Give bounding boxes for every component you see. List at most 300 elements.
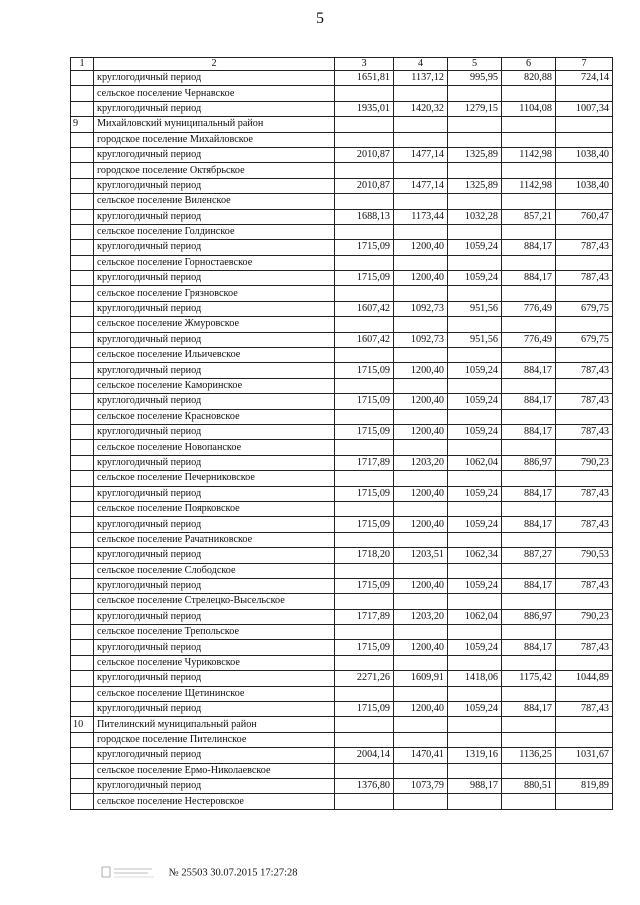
tariff-value: 1715,09 (335, 702, 394, 717)
tariff-value (502, 194, 556, 209)
tariff-value: 1325,89 (448, 178, 502, 193)
tariff-value (556, 686, 613, 701)
table-row (71, 532, 613, 547)
tariff-value: 787,43 (556, 363, 613, 378)
tariff-value: 787,43 (556, 424, 613, 439)
tariff-value: 1092,73 (394, 301, 448, 316)
tariff-value: 679,75 (556, 301, 613, 316)
row-index: 9 (71, 117, 94, 132)
tariff-value (556, 348, 613, 363)
table-row (71, 625, 613, 640)
tariff-value (502, 563, 556, 578)
row-label: круглогодичный период (94, 147, 335, 162)
tariff-value (394, 132, 448, 147)
tariff-value: 1059,24 (448, 702, 502, 717)
tariff-value (335, 409, 394, 424)
tariff-value: 787,43 (556, 517, 613, 532)
tariff-value: 1203,51 (394, 548, 448, 563)
row-label: городское поселение Октябрьское (94, 163, 335, 178)
tariff-value (448, 594, 502, 609)
document-stamp (100, 864, 298, 882)
tariff-value: 1142,98 (502, 147, 556, 162)
tariff-value (556, 224, 613, 239)
tariff-value: 819,89 (556, 778, 613, 793)
tariff-value (448, 255, 502, 270)
tariff-value (448, 163, 502, 178)
tariff-value: 1059,24 (448, 486, 502, 501)
row-index (71, 609, 94, 624)
row-label: круглогодичный период (94, 332, 335, 347)
row-index (71, 640, 94, 655)
row-label: круглогодичный период (94, 209, 335, 224)
tariff-value (394, 317, 448, 332)
tariff-value: 679,75 (556, 332, 613, 347)
tariff-value (335, 532, 394, 547)
row-label: круглогодичный период (94, 178, 335, 193)
tariff-value (502, 255, 556, 270)
tariff-value: 1715,09 (335, 240, 394, 255)
row-label: круглогодичный период (94, 424, 335, 439)
tariff-value: 1715,09 (335, 486, 394, 501)
column-number-2: 2 (94, 58, 335, 71)
tariff-value (556, 378, 613, 393)
row-label: сельское поселение Щетининское (94, 686, 335, 701)
row-label: сельское поселение Печерниковское (94, 471, 335, 486)
tariff-value: 787,43 (556, 240, 613, 255)
row-label: сельское поселение Трепольское (94, 625, 335, 640)
tariff-value (335, 471, 394, 486)
row-label: круглогодичный период (94, 486, 335, 501)
tariff-value: 884,17 (502, 271, 556, 286)
table-row (71, 101, 613, 116)
tariff-value (448, 440, 502, 455)
tariff-value (448, 224, 502, 239)
tariff-value (394, 86, 448, 101)
tariff-value (448, 409, 502, 424)
row-label: круглогодичный период (94, 240, 335, 255)
tariff-value (502, 717, 556, 732)
tariff-value (556, 532, 613, 547)
tariff-value (335, 717, 394, 732)
row-label: круглогодичный период (94, 748, 335, 763)
tariff-value (448, 501, 502, 516)
tariff-value (335, 625, 394, 640)
row-label: сельское поселение Голдинское (94, 224, 335, 239)
table-row (71, 424, 613, 439)
tariff-value (394, 378, 448, 393)
tariff-value: 1073,79 (394, 778, 448, 793)
tariff-value (448, 194, 502, 209)
table-row (71, 255, 613, 270)
tariff-value (502, 625, 556, 640)
tariff-value: 1607,42 (335, 332, 394, 347)
row-index (71, 625, 94, 640)
row-label: круглогодичный период (94, 778, 335, 793)
table-row (71, 378, 613, 393)
tariff-value (556, 255, 613, 270)
table-row (71, 132, 613, 147)
tariff-value: 1200,40 (394, 702, 448, 717)
tariff-value (394, 594, 448, 609)
row-label: Михайловский муниципальный район (94, 117, 335, 132)
tariff-value: 880,51 (502, 778, 556, 793)
tariff-value (448, 348, 502, 363)
row-index (71, 501, 94, 516)
tariff-value (335, 163, 394, 178)
tariff-value (335, 255, 394, 270)
tariff-value: 1200,40 (394, 486, 448, 501)
row-label: сельское поселение Жмуровское (94, 317, 335, 332)
tariff-value (448, 317, 502, 332)
tariff-value: 1477,14 (394, 147, 448, 162)
row-index (71, 301, 94, 316)
tariff-value (502, 655, 556, 670)
tariff-value: 787,43 (556, 394, 613, 409)
row-index (71, 86, 94, 101)
tariff-value: 1715,09 (335, 271, 394, 286)
row-index (71, 255, 94, 270)
tariff-value (394, 409, 448, 424)
tariff-value: 1062,04 (448, 609, 502, 624)
table-row (71, 455, 613, 470)
tariff-value: 1173,44 (394, 209, 448, 224)
row-index (71, 671, 94, 686)
tariff-value: 1038,40 (556, 178, 613, 193)
row-index (71, 240, 94, 255)
tariff-value: 1376,80 (335, 778, 394, 793)
row-index (71, 471, 94, 486)
tariff-value (335, 348, 394, 363)
tariff-value: 1607,42 (335, 301, 394, 316)
column-number-4: 4 (394, 58, 448, 71)
row-index (71, 178, 94, 193)
row-index (71, 147, 94, 162)
table-header-row (71, 58, 613, 71)
tariff-value: 1059,24 (448, 363, 502, 378)
tariff-value: 1200,40 (394, 517, 448, 532)
row-label: круглогодичный период (94, 517, 335, 532)
tariff-value: 1059,24 (448, 240, 502, 255)
row-index (71, 332, 94, 347)
tariff-value: 1200,40 (394, 363, 448, 378)
table-row (71, 486, 613, 501)
tariff-value (448, 86, 502, 101)
tariff-value (556, 563, 613, 578)
tariff-value: 790,23 (556, 455, 613, 470)
tariff-value (335, 655, 394, 670)
row-label: городское поселение Пителинское (94, 732, 335, 747)
tariff-value (335, 563, 394, 578)
row-index (71, 209, 94, 224)
tariff-value: 1200,40 (394, 271, 448, 286)
tariff-value: 1031,67 (556, 748, 613, 763)
tariff-value (335, 440, 394, 455)
tariff-value (394, 625, 448, 640)
column-number-7: 7 (556, 58, 613, 71)
tariff-value: 1137,12 (394, 71, 448, 86)
tariff-value (556, 86, 613, 101)
tariff-value: 1092,73 (394, 332, 448, 347)
tariff-value (502, 317, 556, 332)
tariff-value: 1200,40 (394, 240, 448, 255)
tariff-value: 1059,24 (448, 271, 502, 286)
row-label: городское поселение Михайловское (94, 132, 335, 147)
row-index (71, 424, 94, 439)
tariff-value (556, 471, 613, 486)
table-row (71, 609, 613, 624)
tariff-value: 1715,09 (335, 363, 394, 378)
tariff-value (556, 317, 613, 332)
row-label: круглогодичный период (94, 578, 335, 593)
row-index (71, 778, 94, 793)
tariff-value (394, 286, 448, 301)
table-row (71, 748, 613, 763)
tariff-value: 887,27 (502, 548, 556, 563)
tariff-value (448, 532, 502, 547)
row-label: сельское поселение Красновское (94, 409, 335, 424)
table-row (71, 717, 613, 732)
table-row (71, 286, 613, 301)
tariff-value (502, 86, 556, 101)
tariff-value: 1203,20 (394, 609, 448, 624)
tariff-value (556, 440, 613, 455)
row-index (71, 224, 94, 239)
table-row (71, 563, 613, 578)
tariff-value: 951,56 (448, 301, 502, 316)
row-index (71, 563, 94, 578)
tariff-value (394, 194, 448, 209)
tariff-value: 1715,09 (335, 517, 394, 532)
tariff-value: 995,95 (448, 71, 502, 86)
tariff-value (394, 563, 448, 578)
tariff-value (556, 794, 613, 809)
tariff-value (335, 763, 394, 778)
tariff-value (335, 224, 394, 239)
tariff-value (448, 625, 502, 640)
tariff-value: 1200,40 (394, 578, 448, 593)
tariff-value: 1609,91 (394, 671, 448, 686)
row-label: сельское поселение Ильичевское (94, 348, 335, 363)
row-index (71, 317, 94, 332)
tariff-value: 1059,24 (448, 578, 502, 593)
row-index (71, 132, 94, 147)
row-label: круглогодичный период (94, 640, 335, 655)
tariff-value (556, 286, 613, 301)
table-row (71, 332, 613, 347)
tariff-value: 1062,04 (448, 455, 502, 470)
tariff-value (448, 378, 502, 393)
tariff-value: 1203,20 (394, 455, 448, 470)
row-index (71, 594, 94, 609)
row-label: круглогодичный период (94, 548, 335, 563)
tariff-value (335, 794, 394, 809)
row-index (71, 686, 94, 701)
table-row (71, 655, 613, 670)
tariff-value: 787,43 (556, 486, 613, 501)
tariff-value: 1142,98 (502, 178, 556, 193)
tariff-value (556, 194, 613, 209)
tariff-value: 1688,13 (335, 209, 394, 224)
tariff-value (394, 532, 448, 547)
table-row (71, 778, 613, 793)
row-index (71, 409, 94, 424)
tariff-value: 884,17 (502, 240, 556, 255)
tariff-value: 884,17 (502, 394, 556, 409)
tariff-value (556, 655, 613, 670)
tariff-value (502, 132, 556, 147)
tariff-value: 1420,32 (394, 101, 448, 116)
row-label: сельское поселение Чернавское (94, 86, 335, 101)
row-label: круглогодичный период (94, 363, 335, 378)
tariff-value (448, 717, 502, 732)
row-label: круглогодичный период (94, 101, 335, 116)
tariff-value: 1059,24 (448, 517, 502, 532)
table-row (71, 209, 613, 224)
tariff-value: 951,56 (448, 332, 502, 347)
table-row (71, 348, 613, 363)
tariff-value (502, 409, 556, 424)
tariff-value (502, 686, 556, 701)
tariff-value (556, 501, 613, 516)
tariff-value (448, 132, 502, 147)
table-row (71, 732, 613, 747)
tariff-value: 1715,09 (335, 640, 394, 655)
row-index (71, 378, 94, 393)
tariff-value (502, 763, 556, 778)
row-label: сельское поселение Слободское (94, 563, 335, 578)
tariff-value (394, 348, 448, 363)
tariff-value (502, 348, 556, 363)
row-label: круглогодичный период (94, 609, 335, 624)
tariff-value: 1200,40 (394, 640, 448, 655)
tariff-value (556, 594, 613, 609)
tariff-value: 1059,24 (448, 394, 502, 409)
tariff-value (335, 317, 394, 332)
tariff-value (502, 117, 556, 132)
tariff-value (448, 686, 502, 701)
row-index (71, 763, 94, 778)
tariff-value (335, 501, 394, 516)
column-number-1: 1 (71, 58, 94, 71)
tariff-value: 884,17 (502, 363, 556, 378)
tariff-value: 1007,34 (556, 101, 613, 116)
tariff-value: 724,14 (556, 71, 613, 86)
tariff-value: 886,97 (502, 609, 556, 624)
row-label: сельское поселение Чуриковское (94, 655, 335, 670)
tariff-value (556, 163, 613, 178)
table-row (71, 471, 613, 486)
tariff-value: 776,49 (502, 301, 556, 316)
tariff-value (394, 501, 448, 516)
table-row (71, 147, 613, 162)
table-row (71, 178, 613, 193)
row-index (71, 440, 94, 455)
tariff-value: 1935,01 (335, 101, 394, 116)
row-index (71, 732, 94, 747)
tariff-value: 787,43 (556, 271, 613, 286)
row-label: сельское поселение Горностаевское (94, 255, 335, 270)
tariff-value: 1062,34 (448, 548, 502, 563)
column-number-5: 5 (448, 58, 502, 71)
tariff-value: 787,43 (556, 640, 613, 655)
tariff-value (502, 378, 556, 393)
tariff-value: 820,88 (502, 71, 556, 86)
row-index (71, 271, 94, 286)
tariff-value (394, 471, 448, 486)
tariff-value: 1319,16 (448, 748, 502, 763)
tariff-value: 1477,14 (394, 178, 448, 193)
page-number: 5 (316, 10, 324, 27)
tariff-value: 1418,06 (448, 671, 502, 686)
tariff-value (335, 378, 394, 393)
row-label: сельское поселение Нестеровское (94, 794, 335, 809)
row-label: сельское поселение Поярковское (94, 501, 335, 516)
table-row (71, 578, 613, 593)
tariff-value: 1717,89 (335, 609, 394, 624)
table-row (71, 194, 613, 209)
tariff-value (394, 163, 448, 178)
tariff-value: 857,21 (502, 209, 556, 224)
tariff-value: 1718,20 (335, 548, 394, 563)
tariff-value (394, 732, 448, 747)
tariff-value (394, 655, 448, 670)
table-row (71, 440, 613, 455)
tariff-value (335, 686, 394, 701)
column-number-3: 3 (335, 58, 394, 71)
tariff-value (335, 286, 394, 301)
tariff-value: 2004,14 (335, 748, 394, 763)
tariff-value (335, 194, 394, 209)
table-row (71, 594, 613, 609)
tariff-value: 1651,81 (335, 71, 394, 86)
table-row (71, 501, 613, 516)
tariff-value (448, 563, 502, 578)
tariff-value (502, 224, 556, 239)
table-row (71, 686, 613, 701)
tariff-value: 1715,09 (335, 578, 394, 593)
tariff-value: 2010,87 (335, 147, 394, 162)
tariff-value: 790,23 (556, 609, 613, 624)
table-row (71, 163, 613, 178)
table-row (71, 86, 613, 101)
row-index (71, 486, 94, 501)
tariff-value (335, 132, 394, 147)
row-index (71, 394, 94, 409)
tariff-value (448, 763, 502, 778)
tariff-value (502, 286, 556, 301)
table-row (71, 763, 613, 778)
tariff-value (502, 594, 556, 609)
tariff-value (502, 440, 556, 455)
table-row (71, 224, 613, 239)
row-label: Пителинский муниципальный район (94, 717, 335, 732)
tariff-table (70, 57, 613, 810)
tariff-value (556, 717, 613, 732)
row-index (71, 655, 94, 670)
tariff-value: 1279,15 (448, 101, 502, 116)
row-index (71, 286, 94, 301)
row-index (71, 517, 94, 532)
tariff-value (502, 471, 556, 486)
table-row (71, 363, 613, 378)
row-label: сельское поселение Новопанское (94, 440, 335, 455)
tariff-value (394, 224, 448, 239)
tariff-value (448, 655, 502, 670)
table-row (71, 548, 613, 563)
table-row (71, 517, 613, 532)
tariff-value (394, 763, 448, 778)
tariff-value: 884,17 (502, 640, 556, 655)
